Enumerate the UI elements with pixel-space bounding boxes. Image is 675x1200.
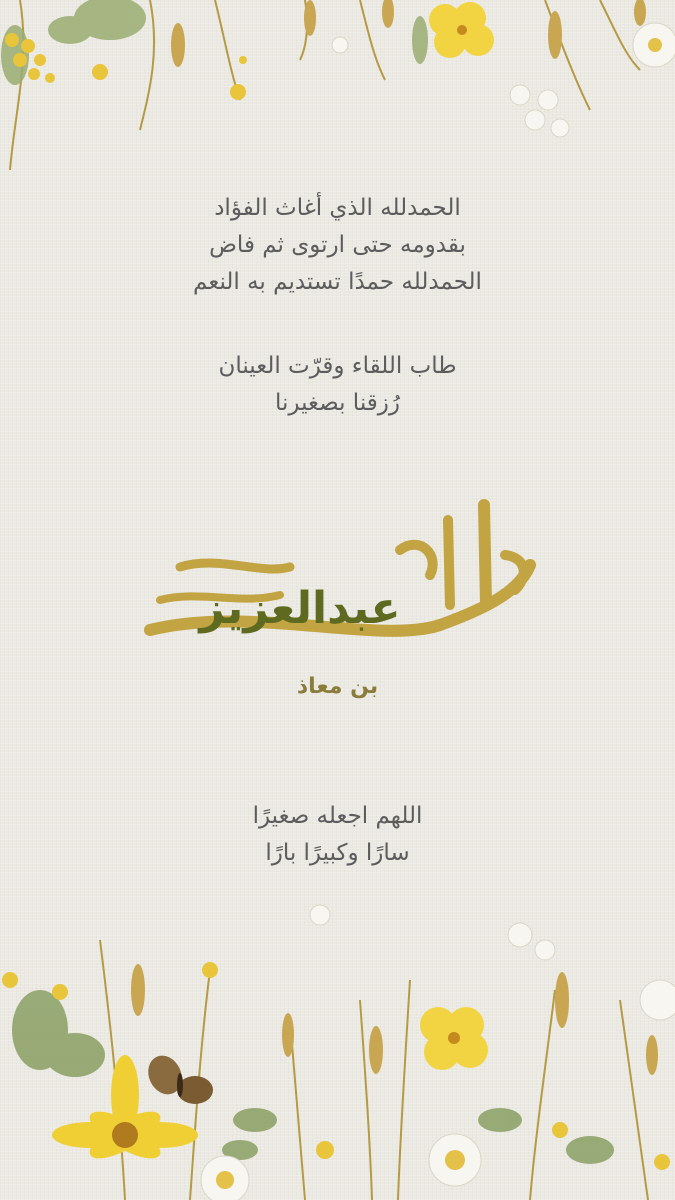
verse-praise-line-2: بقدومه حتى ارتوى ثم فاض [209,232,466,258]
baby-name: عبدالعزيز [199,583,401,634]
verse-meeting [0,348,675,422]
verse-praise-line-3: الحمدلله حمدًا تستديم به النعم [193,269,482,295]
lineage: بن معاذ [296,674,379,699]
prayer-line-2: سارًا وكبيرًا بارًا [265,840,410,866]
verse-meeting-line-1: طاب اللقاء وقرّت العينان [218,353,457,379]
verse-meeting-line-2: رُزقنا بصغيرنا [275,390,400,416]
butterfly-icon [142,1050,213,1104]
baby-name-calligraphy [0,495,675,655]
prayer-line-1: اللهم اجعله صغيرًا [252,803,423,829]
verse-praise-line-1: الحمدلله الذي أغاث الفؤاد [214,195,461,221]
verse-praise [0,190,675,301]
prayer [0,798,675,872]
bottom-floral-border [0,880,675,1200]
top-floral-border [0,0,675,170]
